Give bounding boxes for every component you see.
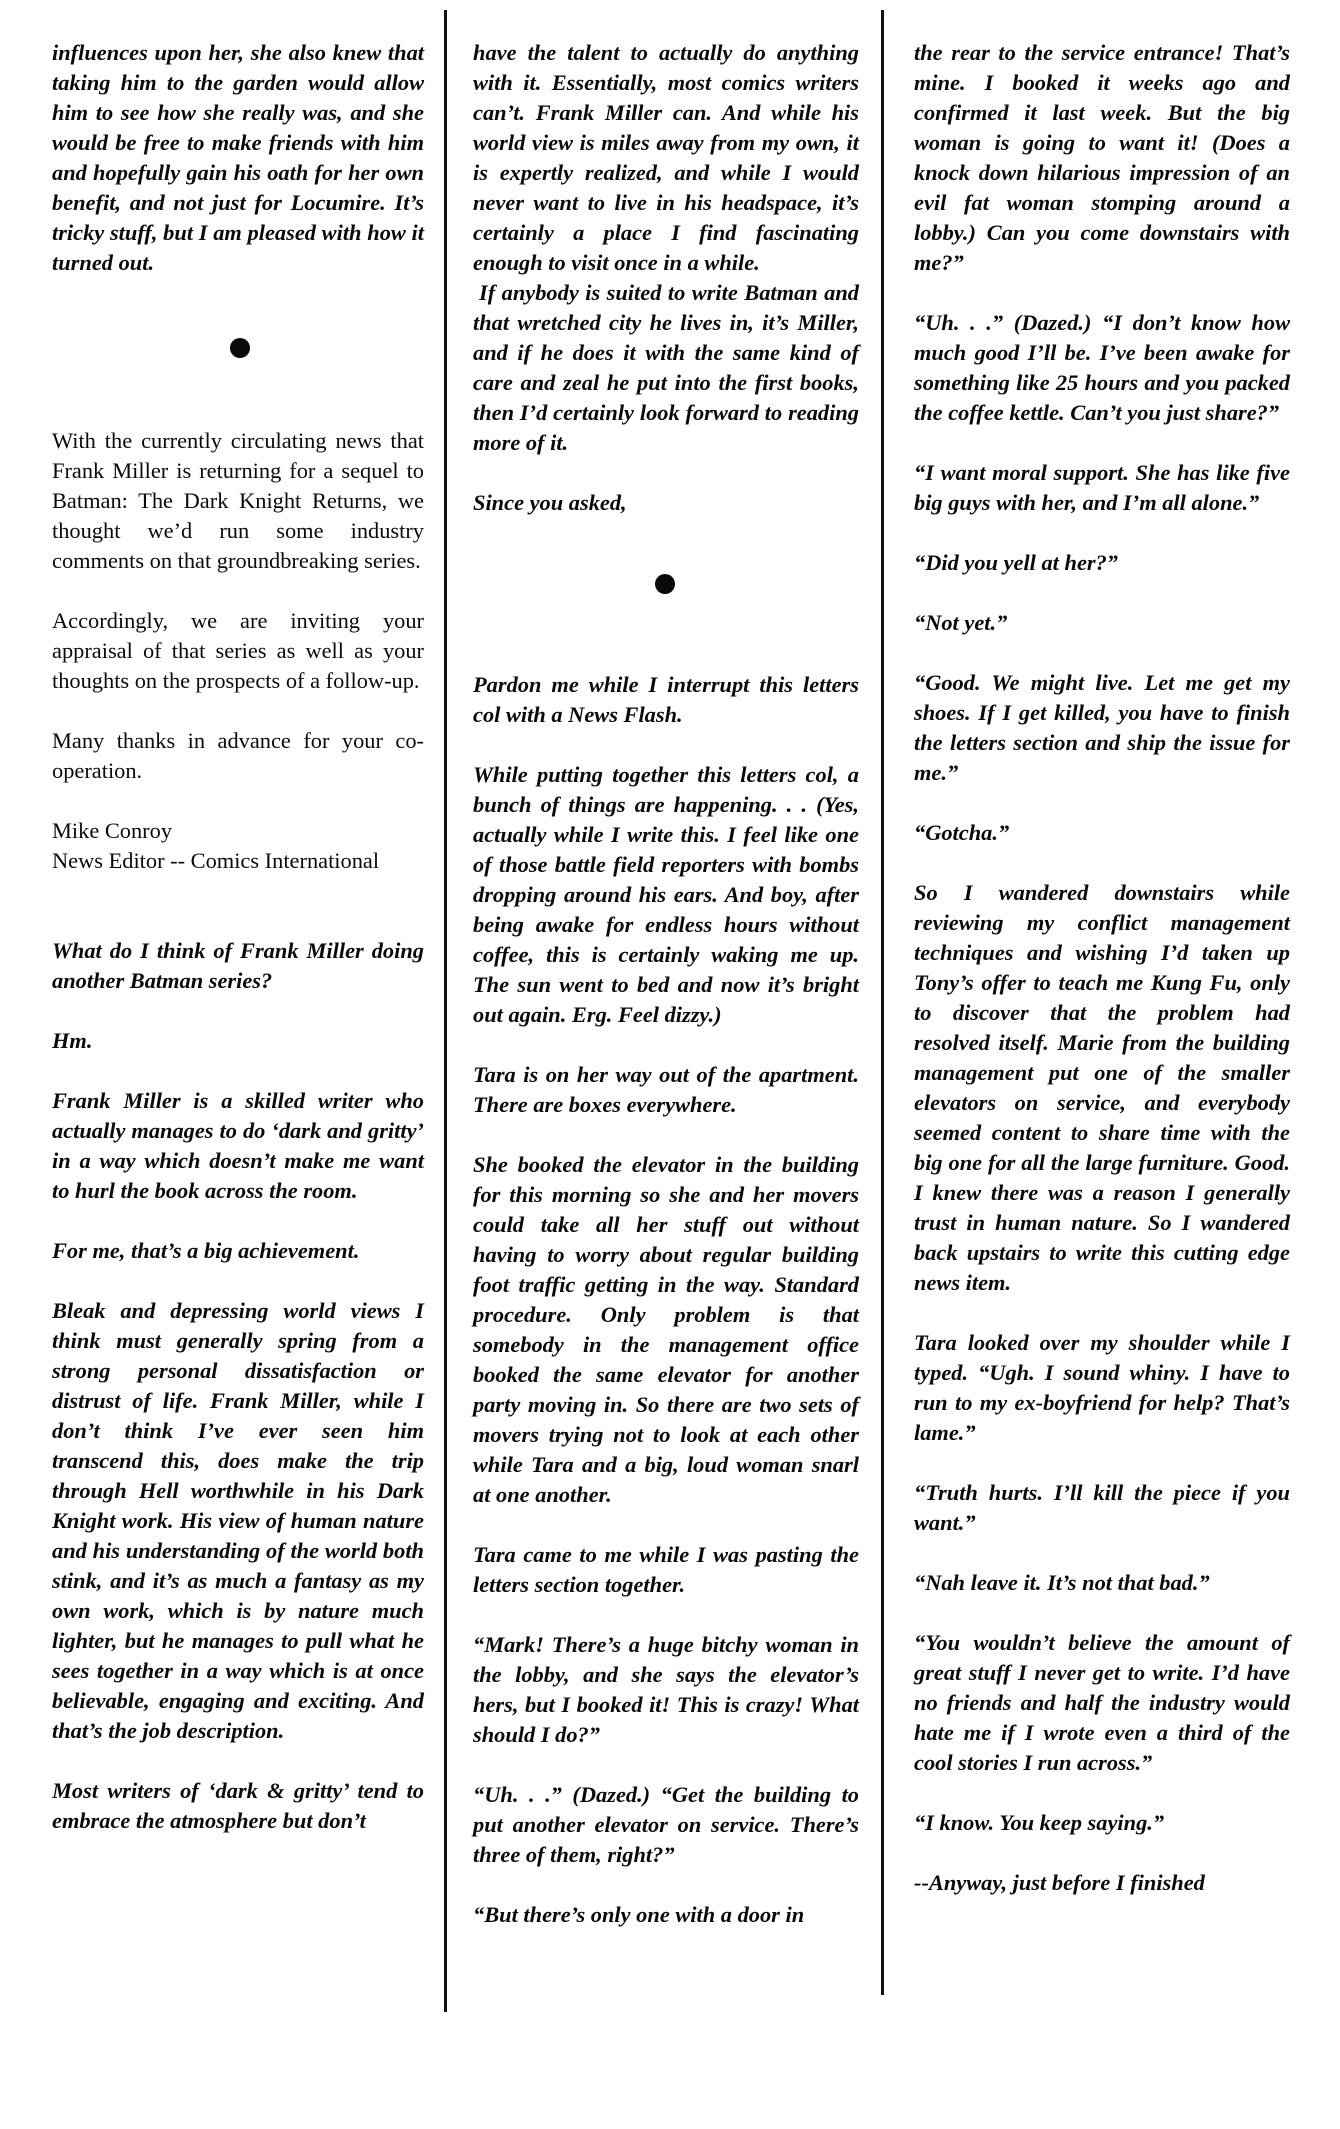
paragraph: Most writers of ‘dark & gritty’ tend to embrace the atmosphere but don’t bbox=[52, 1778, 424, 1833]
paragraph: “Not yet.” bbox=[914, 610, 1008, 635]
paragraph: She booked the elevator in the building for this morning so she and her movers could take all her stuff out without having to worry about regular building foot traffic getting in the way. Standard procedure. Only problem is that somebody in the management office booked the same elevator for another party moving in. So there are two sets of movers trying not to look at each other while Tara and a big, loud woman snarl at one another. bbox=[473, 1152, 859, 1507]
section-bullet bbox=[655, 574, 675, 594]
paragraph: “Did you yell at her?” bbox=[914, 550, 1118, 575]
paragraph: Tara is on her way out of the apartment. There are boxes everywhere. bbox=[473, 1062, 859, 1117]
paragraph: Pardon me while I interrupt this letters col with a News Flash. bbox=[473, 672, 859, 727]
paragraph: have the talent to actually do anything with it. Essentially, most comics writers can’t. Frank Miller can. And while his world view is miles away from my own, it is expertly realized, and while I would never want to live in his headspace, it’s certainly a place I find fascinating enough to visit once in a while. bbox=[473, 40, 859, 275]
paragraph: Many thanks in advance for your co-operation. bbox=[52, 728, 424, 783]
paragraph: While putting together this letters col, a bunch of things are happening. . . (Yes, actually while I write this. I feel like one of those battle field reporters with bombs dropping around his ears. And boy, after being awake for endless hours without coffee, this is certainly waking me up. The sun went to bed and now it’s bright out again. Erg. Feel dizzy.) bbox=[473, 762, 859, 1027]
paragraph: Accordingly, we are inviting your appraisal of that series as well as your thoughts on the prospects of a follow-up. bbox=[52, 608, 424, 693]
paragraph: the rear to the service entrance! That’s mine. I booked it weeks ago and confirmed it last week. But the big woman is going to want it! (Does a knock down hilarious impression of an evil fat woman stomping around a lobby.) Can you come downstairs with me?” bbox=[914, 40, 1290, 275]
column-divider-right bbox=[881, 10, 884, 1995]
paragraph: What do I think of Frank Miller doing another Batman series? bbox=[52, 938, 424, 993]
paragraph: “I know. You keep saying.” bbox=[914, 1810, 1165, 1835]
column-middle bbox=[473, 38, 859, 1930]
paragraph: If anybody is suited to write Batman and that wretched city he lives in, it’s Miller, and if he does it with the same kind of care and zeal he put into the first books, then I’d certainly look forward to reading more of it. bbox=[473, 280, 859, 455]
paragraph: Hm. bbox=[52, 1028, 93, 1053]
paragraph: “Uh. . .” (Dazed.) “I don’t know how much good I’ll be. I’ve been awake for something like 25 hours and you packed the coffee kettle. Can’t you just share?” bbox=[914, 310, 1290, 425]
signature-title: News Editor -- Comics International bbox=[52, 848, 380, 873]
paragraph: For me, that’s a big achievement. bbox=[52, 1238, 360, 1263]
paragraph: “Mark! There’s a huge bitchy woman in the lobby, and she says the elevator’s hers, but I booked it! This is crazy! What should I do?” bbox=[473, 1632, 859, 1747]
paragraph: Since you asked, bbox=[473, 490, 627, 515]
paragraph: Tara came to me while I was pasting the letters section together. bbox=[473, 1542, 859, 1597]
section-bullet bbox=[230, 338, 250, 358]
paragraph: influences upon her, she also knew that taking him to the garden would allow him to see how she really was, and she would be free to make friends with him and hopefully gain his oath for her own benefit, and not just for Locumire. It’s tricky stuff, but I am pleased with how it turned out. bbox=[52, 40, 424, 275]
column-divider-left bbox=[444, 10, 447, 2012]
paragraph: “Gotcha.” bbox=[914, 820, 1010, 845]
paragraph: Tara looked over my shoulder while I typed. “Ugh. I sound whiny. I have to run to my ex-boyfriend for help? That’s lame.” bbox=[914, 1330, 1290, 1445]
signature-name: Mike Conroy bbox=[52, 818, 173, 843]
paragraph: “You wouldn’t believe the amount of great stuff I never get to write. I’d have no friends and half the industry would hate me if I wrote even a third of the cool stories I run across.” bbox=[914, 1630, 1290, 1775]
paragraph: “Truth hurts. I’ll kill the piece if you want.” bbox=[914, 1480, 1290, 1535]
paragraph: With the currently circulating news that Frank Miller is returning for a sequel to Batman: The Dark Knight Returns, we thought we’d run some industry comments on that groundbreaking series. bbox=[52, 428, 424, 573]
paragraph: --Anyway, just before I finished bbox=[914, 1870, 1205, 1895]
paragraph: “Uh. . .” (Dazed.) “Get the building to put another elevator on service. There’s three of them, right?” bbox=[473, 1782, 859, 1867]
paragraph: So I wandered downstairs while reviewing my conflict management techniques and wishing I’d taken up Tony’s offer to teach me Kung Fu, only to discover that the problem had resolved itself. Marie from the building management put one of the smaller elevators on service, and everybody seemed content to share time with the big one for all the large furniture. Good. I knew there was a reason I generally trust in human nature. So I wandered back upstairs to write this cutting edge news item. bbox=[914, 880, 1290, 1295]
paragraph: “I want moral support. She has like five big guys with her, and I’m all alone.” bbox=[914, 460, 1290, 515]
column-right bbox=[914, 38, 1290, 1898]
paragraph: “Nah leave it. It’s not that bad.” bbox=[914, 1570, 1210, 1595]
paragraph: Bleak and depressing world views I think must generally spring from a strong personal dissatisfaction or distrust of life. Frank Miller, while I don’t think I’ve ever seen him transcend this, does make the trip through Hell worthwhile in his Dark Knight work. His view of human nature and his understanding of the world both stink, and it’s as much a fantasy as my own work, which is by nature much lighter, but he manages to pull what he sees together in a way which is at once believable, engaging and exciting. And that’s the job description. bbox=[52, 1298, 424, 1743]
column-left bbox=[52, 38, 424, 1836]
signature-block bbox=[52, 816, 424, 876]
paragraph: Frank Miller is a skilled writer who actually manages to do ‘dark and gritty’ in a way which doesn’t make me want to hurl the book across the room. bbox=[52, 1088, 424, 1203]
paragraph: “Good. We might live. Let me get my shoes. If I get killed, you have to finish the letters section and ship the issue for me.” bbox=[914, 670, 1290, 785]
paragraph: “But there’s only one with a door in bbox=[473, 1902, 805, 1927]
